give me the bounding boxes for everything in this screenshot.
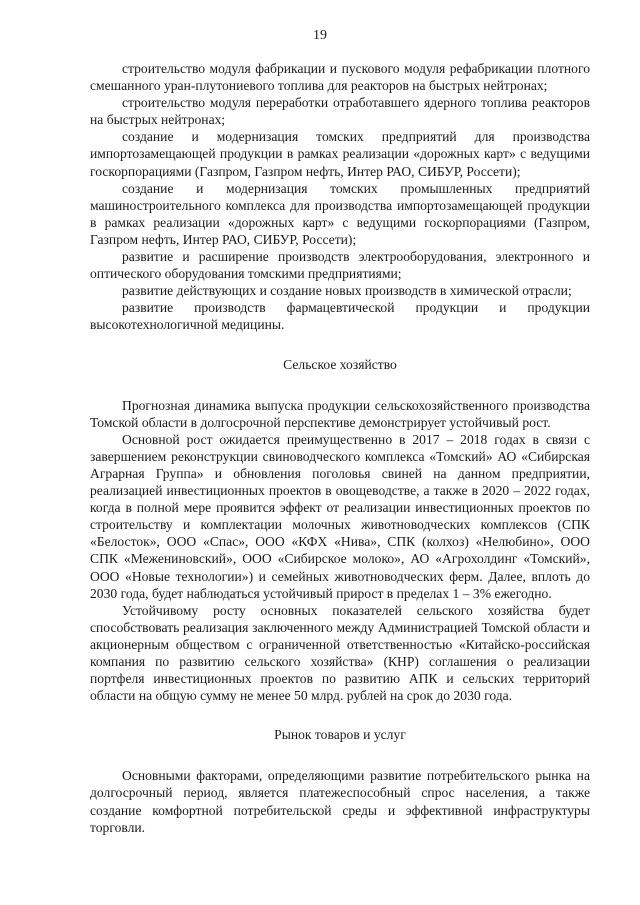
spacer bbox=[90, 334, 590, 356]
list-item: развитие производств фармацевтической продукции и продукции высокотехнологичной медицины. bbox=[90, 300, 590, 333]
list-item: строительство модуля переработки отработавшего ядерного топлива реакторов на быстрых нейтронах; bbox=[90, 95, 590, 128]
paragraph: Устойчивому росту основных показателей сельского хозяйства будет способствовать реализация заключенного между Администрацией Томской области и акционерным обществом с ограниченной ответственностью «Китайско-российская компания по развитию сельского хозяйства» (КНР) соглашения о реализации портфеля инвестиционных проектов по развитию АПК и сельских территорий области на общую сумму не менее 50 млрд. рублей на срок до 2030 года. bbox=[90, 602, 590, 704]
list-item: создание и модернизация томских предприятий для производства импортозамещающей продукции в рамках реализации «дорожных карт» с ведущими госкорпорациями (Газпром, Газпром нефть, Интер РАО, СИБУР, Россети); bbox=[90, 129, 590, 179]
list-item: развитие и расширение производств электрооборудования, электронного и оптического оборудования томскими предприятиями; bbox=[90, 249, 590, 282]
spacer bbox=[90, 743, 590, 767]
page-number: 19 bbox=[313, 28, 327, 43]
spacer bbox=[90, 373, 590, 397]
section-heading-agriculture: Сельское хозяйство bbox=[283, 356, 397, 372]
document-body bbox=[90, 60, 590, 836]
paragraph: Основными факторами, определяющими развитие потребительского рынка на долгосрочный период, является платежеспособный спрос населения, а также создание комфортной потребительской среды и эффективной инфраструктуры торговли. bbox=[90, 768, 590, 835]
spacer bbox=[90, 704, 590, 726]
list-item: создание и модернизация томских промышленных предприятий машиностроительного комплекса для производства импортозамещающей продукции в рамках реализации «дорожных карт» с ведущими госкорпорациями (Газпром, Газпром нефть, Интер РАО, СИБУР, Россети); bbox=[90, 180, 590, 247]
list-item: строительство модуля фабрикации и пускового модуля рефабрикации плотного смешанного уран-плутониевого топлива для реакторов на быстрых нейтронах; bbox=[90, 61, 590, 94]
list-item: развитие действующих и создание новых производств в химической отрасли; bbox=[122, 283, 572, 299]
paragraph: Основной рост ожидается преимущественно в 2017 – 2018 годах в связи с завершением реконструкции свиноводческого комплекса «Томский» АО «Сибирская Аграрная Группа» и обновления поголовья свиней на данном предприятии, реализацией инвестиционных проектов в овощеводстве, а также в 2020 – 2022 годах, когда в полной мере проявится эффект от реализации инвестиционных проектов по строительству и комплектации молочных животноводческих комплексов (СПК «Белосток», ООО «Спас», ООО «КФХ «Нива», СПК (колхоз) «Нелюбино», ООО СПК «Межениновский», ООО «Сибирское молоко», АО «Агрохолдинг «Томский», ООО «Новые технологии») и семейных животноводческих ферм. Далее, вплоть до 2030 года, будет наблюдаться устойчивый прирост в пределах 1 – 3% ежегодно. bbox=[90, 431, 590, 601]
section-heading-market: Рынок товаров и услуг bbox=[274, 727, 406, 743]
paragraph: Прогнозная динамика выпуска продукции сельскохозяйственного производства Томской области в долгосрочной перспективе демонстрирует устойчивый рост. bbox=[90, 397, 590, 430]
